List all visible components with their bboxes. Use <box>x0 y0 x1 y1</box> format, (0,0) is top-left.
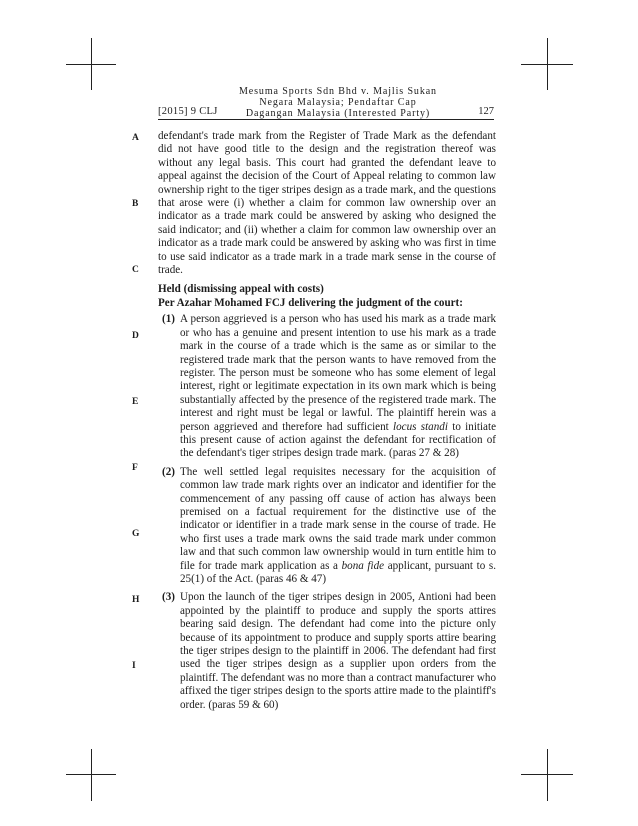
margin-letter-f: F <box>132 463 138 473</box>
holding-text-after: to initiate this present cause of action against the defendant for rectification of the defendant's tiger stripes design trade mark. (paras 27 & 28) <box>180 420 496 460</box>
crop-mark-bottom-left-v <box>91 749 92 801</box>
header-case-line-2: Negara Malaysia; Pendaftar Cap <box>259 97 417 108</box>
header-rule <box>158 119 494 120</box>
margin-letter-d: D <box>132 331 139 341</box>
holding-point-3 <box>158 591 496 712</box>
crop-mark-bottom-right-v <box>547 749 548 801</box>
held-judge-line: Per Azahar Mohamed FCJ delivering the judgment of the court: <box>158 296 463 309</box>
header-citation: [2015] 9 CLJ <box>158 106 218 117</box>
held-block <box>158 283 496 310</box>
holding-point-2 <box>158 466 496 587</box>
margin-letter-b: B <box>132 199 139 209</box>
holding-text-after: applicant, pursuant to s. 25(1) of the Act. (paras 46 & 47) <box>180 559 496 585</box>
intro-paragraph: defendant's trade mark from the Register of Trade Mark as the defendant did not have good title to the design and the registration thereof was without any legal basis. This court had granted the defendant leave to appeal against the decision of the Court of Appeal relating to common law ownership right to the tiger stripes design as a trade mark, and the questions that arose were (i) whether a claim for common law ownership over an indicator as a trade mark could be answered by asking who designed the said indicator; and (ii) whether a claim for common law ownership over an indicator as a trade mark could be answered by asking who was first in time to use said indicator as a trade mark in a trade mark sense in the course of trade. <box>158 130 496 277</box>
margin-letter-i: I <box>132 661 136 671</box>
margin-letter-h: H <box>132 595 140 605</box>
holding-text: A person aggrieved is a person who has used his mark as a trade mark or who has a genuine and present intention to use his mark as a trade mark in the course of a trade which is the same as or similar to the registered trade mark that the person wants to have removed from the register. The person must be someone who has some element of legal interest, right or legitimate expectation in its own mark which is being substantially affected by the presence of the registered trade mark. The interest and right must be legal or lawful. The plaintiff herein was a person aggrieved and therefore had sufficient <box>180 313 496 433</box>
header-case-line-1: Mesuma Sports Sdn Bhd v. Majlis Sukan <box>239 86 437 97</box>
margin-letter-c: C <box>132 265 139 275</box>
margin-letter-e: E <box>132 397 139 407</box>
holding-number: (1) <box>162 313 175 326</box>
holding-italic-term: locus standi <box>393 420 448 433</box>
header-case-line-3: Dagangan Malaysia (Interested Party) <box>245 108 431 119</box>
crop-mark-top-left-v <box>91 38 92 90</box>
margin-letter-g: G <box>132 529 140 539</box>
page-body <box>158 130 496 712</box>
holding-text: The well settled legal requisites necessary for the acquisition of common law trade mark rights over an indicator and identifier for the commencement of any passing off cause of action has always been premised on a factual requirement for the distinctive use of the indicator or identifier in a trade mark sense in the course of trade. He who first uses a trade mark owns the said trade mark under common law and that such common law ownership would in turn entitle him to file for trade mark application as a <box>180 465 496 572</box>
holding-text: Upon the launch of the tiger stripes design in 2005, Antioni had been appointed by the plaintiff to produce and supply the sports attires bearing said design. The defendant had come into the picture only because of its appointment to produce and supply sports attire bearing the tiger stripes design to the plaintiff in 2006. The defendant had first used the tiger stripes design as a supplier upon orders from the plaintiff. The defendant was no more than a contract manufacturer who affixed the tiger stripes design to the sports attire made to the plaintiff's order. (paras 59 & 60) <box>180 591 496 711</box>
margin-letter-a: A <box>132 133 139 143</box>
holding-italic-term: bona fide <box>341 559 385 572</box>
holding-number: (2) <box>162 465 175 478</box>
held-title: Held (dismissing appeal with costs) <box>158 283 324 296</box>
crop-mark-top-right-v <box>547 38 548 90</box>
header-case-title <box>222 86 454 119</box>
page-number: 127 <box>478 106 494 117</box>
holding-number: (3) <box>162 591 175 604</box>
holding-point-1 <box>158 313 496 460</box>
